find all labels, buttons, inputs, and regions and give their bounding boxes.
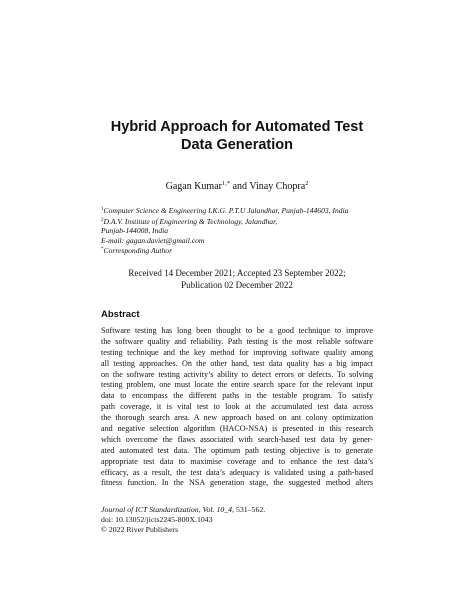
corresponding-author-note <box>101 245 381 256</box>
affiliation-2-continued: Punjab-144008, India <box>101 226 169 236</box>
dates-line-2: Publication 02 December 2022 <box>181 279 293 290</box>
journal-citation <box>101 505 265 515</box>
abstract-line: on the software testing activity’s ability to detect errors or defects. To solving <box>101 369 373 379</box>
corresponding-text: Corresponding Author <box>103 246 173 256</box>
affiliation-text: Computer Science & Engineering I.K.G. P.T.U Jalandhar, Punjab-144603, India <box>103 206 349 215</box>
abstract-line: Software testing has long been thought to be a good technique to improve <box>101 326 373 335</box>
abstract-heading: Abstract <box>101 309 140 320</box>
title-line-2: Data Generation <box>181 137 293 153</box>
author-name: Vinay Chopra <box>249 181 306 192</box>
doi-text: doi: 10.13052/jicts2245-800X.1043 <box>101 515 213 524</box>
abstract-line: testing technique and the key method for improving software quality among <box>101 347 373 357</box>
abstract-line: data to encompass the different paths in the testable program. To satisfy <box>101 391 373 401</box>
abstract-line: the thorough search area. A new approach based on ant colony optimization <box>101 413 373 423</box>
dates-line-1: Received 14 December 2021; Accepted 23 September 2022; <box>128 268 346 278</box>
copyright-text: © 2022 River Publishers <box>101 525 179 534</box>
abstract-line: ated automated test data. The optimum path testing objective is to generate <box>101 445 373 455</box>
abstract-line: all testing approaches. On the other hand, test data quality has a big impact <box>101 358 373 368</box>
affiliation-2 <box>101 216 381 227</box>
abstract-body <box>101 326 373 489</box>
corresponding-superscript: * <box>101 247 104 253</box>
abstract-line: and negative selection algorithm (HACO-NSA) is presented in this research <box>101 424 373 434</box>
abstract-line: efficacy, as a result, the test data’s adequacy is validated using a path-based <box>101 467 373 477</box>
abstract-line: which overcome the flaws associated with search-based test data by gener- <box>101 434 373 444</box>
affiliation-text: D.A.V. Institute of Engineering & Technology, Jalandhar, <box>103 216 278 226</box>
abstract-line: appropriate test data to maximise coverage and to enhance the test data’s <box>101 456 373 466</box>
author-superscript: 1,* <box>221 180 231 187</box>
author-superscript: 2 <box>305 180 309 187</box>
journal-pages: 531–562. <box>235 505 266 514</box>
author-list <box>0 178 474 193</box>
affiliations <box>101 205 381 256</box>
affiliation-1 <box>101 205 381 216</box>
publication-dates <box>0 268 474 291</box>
abstract-line: fitness function. In the NSA generation stage, the suggested method alters <box>101 478 373 488</box>
journal-name: Journal of ICT Standardization, Vol. 10_4, <box>101 505 234 514</box>
author-name: Gagan Kumar <box>165 181 222 192</box>
paper-title <box>0 118 474 154</box>
author-email: E-mail: gagan.daviet@gmail.com <box>101 235 205 245</box>
abstract-line: testing problem, one must locate the entire search space for the relevant input <box>101 380 373 390</box>
title-line-1: Hybrid Approach for Automated Test <box>110 119 364 135</box>
affiliation-superscript: 1 <box>101 207 104 212</box>
journal-footer <box>101 505 265 535</box>
abstract-line: path coverage, it is vital test to look at the accumulated test data across <box>101 402 373 412</box>
author-connector: and <box>230 181 250 192</box>
abstract-line: the software quality and reliability. Path testing is the most reliable software <box>101 336 373 346</box>
affiliation-superscript: 2 <box>101 217 104 223</box>
